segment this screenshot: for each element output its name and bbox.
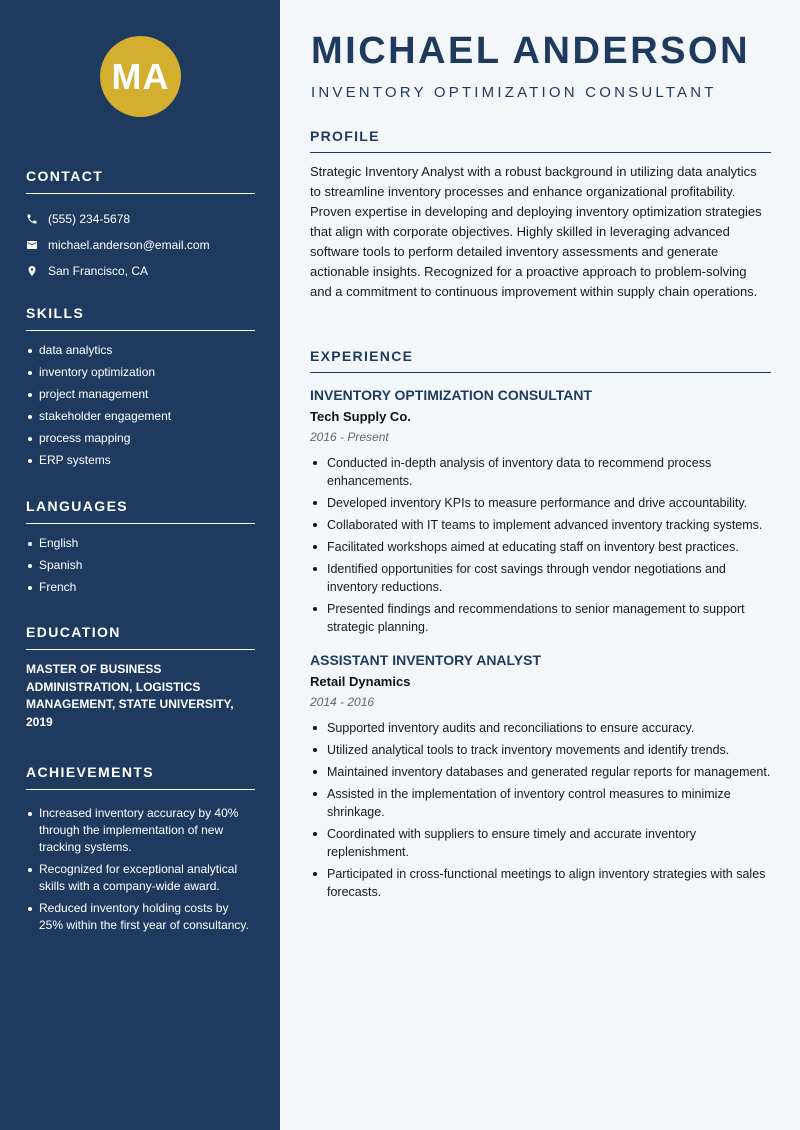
main-content	[280, 0, 800, 1130]
job-title: INVENTORY OPTIMIZATION CONSULTANT	[310, 387, 593, 403]
sidebar	[0, 0, 280, 1130]
education-section	[26, 624, 255, 731]
profile-heading: PROFILE	[310, 128, 771, 153]
experience-heading: EXPERIENCE	[310, 348, 771, 373]
contact-section	[26, 168, 255, 284]
contact-list	[26, 206, 255, 284]
skills-section	[26, 305, 255, 474]
contact-email	[26, 232, 255, 258]
list-item: Assisted in the implementation of inventory control measures to minimize shrinkage.	[310, 785, 771, 821]
profile-text: Strategic Inventory Analyst with a robust background in utilizing data analytics to streamline inventory processes and enhance organizational profitability. Proven expertise in developing and deploying inventory optimization strategies that align with corporate objectives. Highly skilled in leveraging advanced software tools to perform detailed inventory assessments and generate actionable insights. Recognized for a proactive approach to problem-solving and a commitment to continuous improvement within supply chain operations.	[310, 164, 762, 299]
job-title: ASSISTANT INVENTORY ANALYST	[310, 652, 542, 668]
list-item: inventory optimization	[26, 364, 255, 381]
languages-list	[26, 535, 255, 596]
list-item: data analytics	[26, 342, 255, 359]
list-item: project management	[26, 386, 255, 403]
languages-section	[26, 498, 255, 601]
list-item: Presented findings and recommendations to senior management to support strategic planning.	[310, 600, 771, 636]
avatar: MA	[100, 36, 181, 117]
list-item: Coordinated with suppliers to ensure timely and accurate inventory replenishment.	[310, 825, 771, 861]
experience-section	[310, 348, 771, 905]
list-item: Recognized for exceptional analytical skills with a company-wide award.	[26, 861, 255, 895]
contact-phone	[26, 206, 255, 232]
achievements-heading: ACHIEVEMENTS	[26, 764, 255, 790]
job-dates: 2016 - Present	[310, 430, 389, 444]
skills-list	[26, 342, 255, 469]
location-text: San Francisco, CA	[48, 264, 149, 278]
education-text: MASTER OF BUSINESS ADMINISTRATION, LOGISTICS MANAGEMENT, STATE UNIVERSITY, 2019	[26, 662, 234, 729]
list-item: Reduced inventory holding costs by 25% within the first year of consultancy.	[26, 900, 255, 934]
list-item: Identified opportunities for cost savings through vendor negotiations and inventory reductions.	[310, 560, 771, 596]
list-item: Developed inventory KPIs to measure performance and drive accountability.	[310, 494, 771, 512]
achievements-list	[26, 805, 255, 934]
job-entry	[310, 387, 771, 636]
list-item: Supported inventory audits and reconciliations to ensure accuracy.	[310, 719, 771, 737]
list-item: Utilized analytical tools to track inventory movements and identify trends.	[310, 741, 771, 759]
list-item: English	[26, 535, 255, 552]
languages-heading: LANGUAGES	[26, 498, 255, 524]
list-item: Facilitated workshops aimed at educating staff on inventory best practices.	[310, 538, 771, 556]
location-pin-icon	[26, 265, 48, 277]
job-bullets	[310, 719, 771, 901]
job-dates: 2014 - 2016	[310, 695, 375, 709]
candidate-name: MICHAEL ANDERSON	[311, 30, 751, 72]
contact-location	[26, 258, 255, 284]
phone-text: (555) 234-5678	[48, 212, 131, 226]
job-company: Tech Supply Co.	[310, 409, 411, 424]
job-company: Retail Dynamics	[310, 674, 411, 689]
list-item: ERP systems	[26, 452, 255, 469]
list-item: Conducted in-depth analysis of inventory data to recommend process enhancements.	[310, 454, 771, 490]
education-heading: EDUCATION	[26, 624, 255, 650]
candidate-title: INVENTORY OPTIMIZATION CONSULTANT	[311, 84, 717, 101]
contact-heading: CONTACT	[26, 168, 255, 194]
job-bullets	[310, 454, 771, 636]
list-item: Spanish	[26, 557, 255, 574]
list-item: Increased inventory accuracy by 40% through the implementation of new tracking systems.	[26, 805, 255, 856]
phone-icon	[26, 213, 48, 225]
skills-heading: SKILLS	[26, 305, 255, 331]
list-item: stakeholder engagement	[26, 408, 255, 425]
email-text: michael.anderson@email.com	[48, 238, 210, 252]
list-item: Participated in cross-functional meetings to align inventory strategies with sales forecasts.	[310, 865, 771, 901]
achievements-section	[26, 764, 255, 939]
list-item: Maintained inventory databases and generated regular reports for management.	[310, 763, 771, 781]
job-entry	[310, 652, 771, 901]
profile-section	[310, 128, 771, 302]
list-item: Collaborated with IT teams to implement advanced inventory tracking systems.	[310, 516, 771, 534]
email-icon	[26, 239, 48, 251]
list-item: process mapping	[26, 430, 255, 447]
list-item: French	[26, 579, 255, 596]
